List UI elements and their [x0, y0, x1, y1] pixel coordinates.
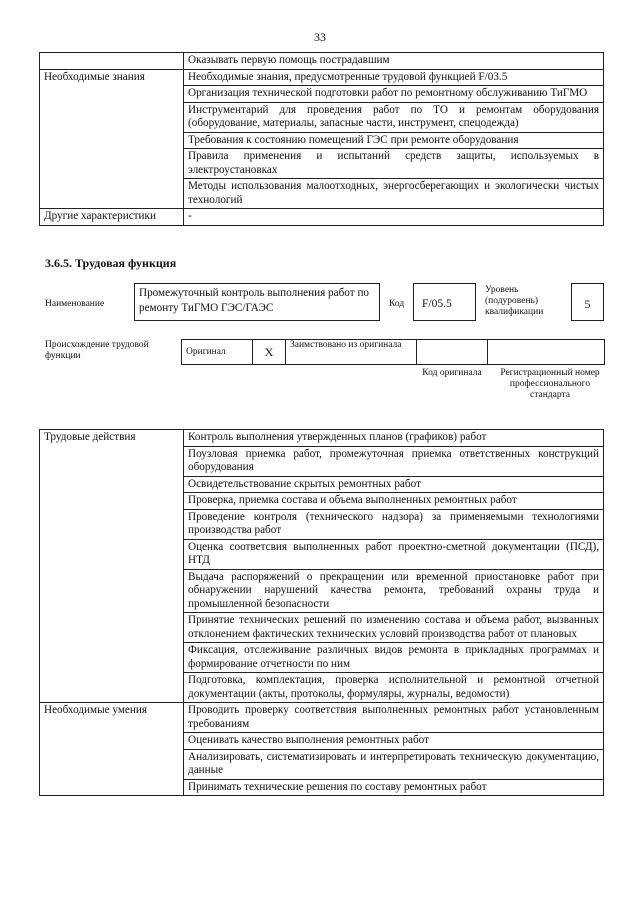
- row-item: -: [184, 209, 604, 226]
- function-code-box: [413, 283, 476, 321]
- table-row: [40, 53, 604, 70]
- row-item: Оценивать качество выполнения ремонтных работ: [184, 733, 604, 750]
- function-name: Промежуточный контроль выполнения работ по ремонту ТиГМО ГЭС/ГАЭС: [139, 287, 370, 314]
- code-original-label: Код оригинала: [422, 368, 482, 378]
- row-item: Оценка соответсвия выполненных работ проектно-сметной документации (ПСД), НТД: [184, 539, 604, 569]
- row-item: Правила применения и испытаний средств защиты, используемых в электроустановках: [184, 149, 604, 179]
- table-row: [40, 430, 604, 447]
- row-item: Фиксация, отслеживание различных видов ремонта в прикладных программах и формирование отчетности по ним: [184, 643, 604, 673]
- origin-label: Происхождение трудовой функции: [45, 340, 149, 361]
- borrowed-label: Заимствовано из оригинала: [286, 340, 417, 365]
- code-label: Код: [389, 299, 405, 309]
- function-code: F/05.5: [422, 298, 452, 310]
- row-label: Необходимые умения: [40, 703, 184, 796]
- row-label: Необходимые знания: [40, 69, 184, 209]
- table-row: [40, 69, 604, 86]
- table-row: [40, 703, 604, 733]
- row-item: Выдача распоряжений о прекращении или временной приостановке работ при обнаружении нарушений качества ремонта, требований охраны труда и промышленной безопасности: [184, 569, 604, 613]
- reg-number-label: Регистрационный номер профессионального стандарта: [500, 368, 600, 400]
- section-heading: 3.6.5. Трудовая функция: [45, 256, 177, 270]
- code-original-cell: [417, 340, 488, 365]
- reg-number-cell: [488, 340, 605, 365]
- row-item: Принятие технических решений по изменению состава и объема работ, вызванных отклонением фактических технических условий производства работ от плановых: [184, 613, 604, 643]
- row-item: Методы использования малоотходных, энергосберегающих и экологически чистых технологий: [184, 179, 604, 209]
- origin-table: [181, 339, 605, 365]
- level-label: Уровень (подуровень) квалификации: [485, 285, 544, 317]
- row-item: Принимать технические решения по составу ремонтных работ: [184, 779, 604, 796]
- original-mark: X: [253, 340, 286, 365]
- row-item: Проведение контроля (технического надзора) за применяемыми технологиями производства работ: [184, 509, 604, 539]
- row-item: Поузловая приемка работ, промежуточная приемка ответственных конструкций оборудования: [184, 446, 604, 476]
- function-name-box: [134, 283, 380, 321]
- row-label: Другие характеристики: [40, 209, 184, 226]
- row-item: Подготовка, комплектация, проверка исполнительной и ремонтной отчетной документации (акты, протоколы, формуляры, журналы, ведомости): [184, 673, 604, 703]
- row-label: [40, 53, 184, 70]
- original-label: Оригинал: [182, 340, 253, 365]
- row-item: Анализировать, систематизировать и интерпретировать техническую документацию, данные: [184, 749, 604, 779]
- row-item: Требования к состоянию помещений ГЭС при ремонте оборудования: [184, 132, 604, 149]
- row-item: Проверка, приемка состава и объема выполненных ремонтных работ: [184, 493, 604, 510]
- row-item: Необходимые знания, предусмотренные трудовой функцией F/03.5: [184, 69, 604, 86]
- row-item: Оказывать первую помощь пострадавшим: [184, 53, 604, 70]
- actions-skills-table: [39, 429, 604, 796]
- row-item: Инструментарий для проведения работ по ТО и ремонтам оборудования (оборудование, материалы, запасные части, инструмент, спецодежда): [184, 102, 604, 132]
- table-row: [40, 209, 604, 226]
- level-value: 5: [584, 297, 591, 311]
- row-item: Контроль выполнения утвержденных планов (графиков) работ: [184, 430, 604, 447]
- row-item: Организация технической подготовки работ по ремонтному обслуживанию ТиГМО: [184, 86, 604, 103]
- row-item: Проводить проверку соответствия выполненных ремонтных работ установленным требованиям: [184, 703, 604, 733]
- row-label: Трудовые действия: [40, 430, 184, 703]
- page-number: 33: [314, 30, 326, 44]
- row-item: Освидетельствование скрытых ремонтных работ: [184, 476, 604, 493]
- knowledge-table: [39, 52, 604, 226]
- level-box: [571, 283, 604, 321]
- name-label: Наименование: [45, 299, 105, 309]
